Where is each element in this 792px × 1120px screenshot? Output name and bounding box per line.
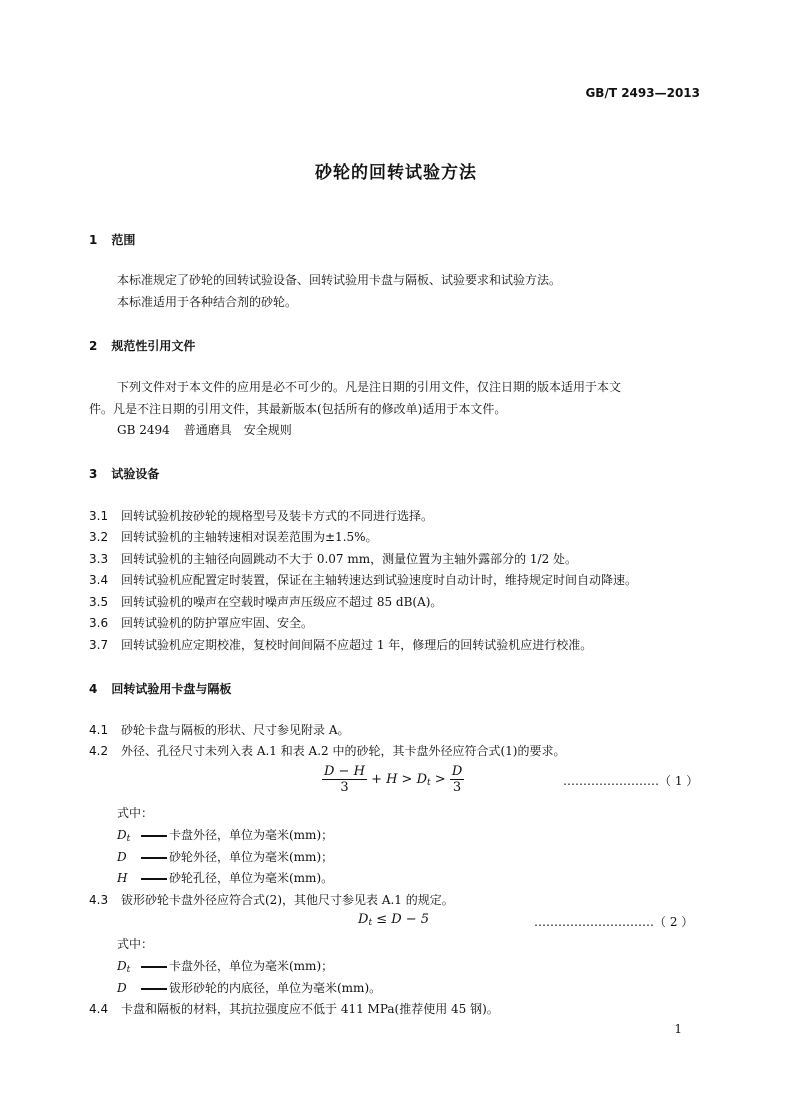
clause-text: 回转试验机的主轴径向圆跳动不大于 0.07 mm，测量位置为主轴外露部分的 1/2 处。 bbox=[121, 552, 578, 566]
clause-3-7 bbox=[89, 636, 592, 653]
section-number: 4 bbox=[89, 682, 98, 696]
clause-text: 回转试验机的防护罩应牢固、安全。 bbox=[121, 616, 314, 630]
clause-number: 3.1 bbox=[89, 509, 109, 523]
symbol-definition: $D_t$ 卡盘外径，单位为毫米(mm)； bbox=[117, 959, 334, 975]
clause-text: 砂轮卡盘与隔板的形状、尺寸参见附录 A。 bbox=[121, 723, 350, 737]
clause-text: 回转试验机应配置定时装置，保证在主轴转速达到试验速度时自动计时，维持规定时间自动降速。 bbox=[121, 573, 638, 587]
symbol-definition: D 砂轮外径，单位为毫米(mm)； bbox=[117, 850, 334, 864]
symbol-definition: $D_t$ 卡盘外径，单位为毫米(mm)； bbox=[117, 828, 334, 844]
where-label: 式中： bbox=[117, 937, 154, 951]
section-title: 试验设备 bbox=[111, 467, 160, 481]
fraction: $\frac{D - H}{3}$ bbox=[324, 764, 365, 795]
clause-4-2 bbox=[89, 742, 566, 759]
clause-3-1 bbox=[89, 507, 433, 524]
clause-number: 3.6 bbox=[89, 616, 109, 630]
clause-text: 卡盘和隔板的材料，其抗拉强度应不低于 411 MPa(推荐使用 45 钢)。 bbox=[121, 1002, 499, 1016]
section-number: 2 bbox=[89, 339, 98, 353]
reference-title: 普通磨具 安全规则 bbox=[183, 423, 292, 437]
clause-number: 3.3 bbox=[89, 552, 109, 566]
section-title: 回转试验用卡盘与隔板 bbox=[111, 682, 232, 696]
section-2-heading bbox=[89, 337, 195, 354]
formula-label: …………………………（ 2 ） bbox=[534, 915, 694, 929]
formula-2: $D_t \le D - 5$ bbox=[358, 912, 430, 928]
clause-text: 钹形砂轮卡盘外径应符合式(2)，其他尺寸参见表 A.1 的规定。 bbox=[121, 893, 454, 907]
clause-4-1 bbox=[89, 721, 349, 738]
clause-number: 4.1 bbox=[89, 723, 109, 737]
paragraph: 本标准适用于各种结合剂的砂轮。 bbox=[117, 295, 298, 309]
clause-number: 3.7 bbox=[89, 638, 109, 652]
clause-number: 4.3 bbox=[89, 893, 109, 907]
clause-4-3 bbox=[89, 891, 454, 908]
section-number: 3 bbox=[89, 467, 98, 481]
clause-text: 回转试验机按砂轮的规格型号及装卡方式的不同进行选择。 bbox=[121, 509, 434, 523]
section-number: 1 bbox=[89, 233, 98, 247]
clause-3-3 bbox=[89, 550, 577, 567]
clause-number: 4.2 bbox=[89, 744, 109, 758]
clause-4-4 bbox=[89, 1000, 499, 1017]
clause-3-5 bbox=[89, 593, 442, 610]
fraction: $\frac{D}{3}$ bbox=[451, 764, 463, 795]
clause-text: 回转试验机的噪声在空载时噪声声压级应不超过 85 dB(A)。 bbox=[121, 595, 443, 609]
symbol-definition: H 砂轮孔径，单位为毫米(mm)。 bbox=[117, 871, 334, 885]
normative-reference bbox=[117, 421, 292, 438]
section-3-heading bbox=[89, 465, 159, 482]
clause-number: 4.4 bbox=[89, 1002, 109, 1016]
section-title: 规范性引用文件 bbox=[111, 339, 196, 353]
clause-text: 外径、孔径尺寸未列入表 A.1 和表 A.2 中的砂轮，其卡盘外径应符合式(1)的要求。 bbox=[121, 744, 566, 758]
page-number: 1 bbox=[674, 1022, 682, 1036]
section-4-heading bbox=[89, 680, 231, 697]
clause-number: 3.5 bbox=[89, 595, 109, 609]
page-title: 砂轮的回转试验方法 bbox=[315, 163, 477, 183]
formula-label: ……………………（ 1 ） bbox=[563, 774, 699, 788]
clause-number: 3.4 bbox=[89, 573, 109, 587]
reference-code: GB 2494 bbox=[117, 423, 170, 437]
clause-text: 回转试验机应定期校准，复校时间间隔不应超过 1 年，修理后的回转试验机应进行校准。 bbox=[121, 638, 593, 652]
paragraph: 件。凡是不注日期的引用文件，其最新版本(包括所有的修改单)适用于本文件。 bbox=[89, 402, 507, 416]
clause-text: 回转试验机的主轴转速相对误差范围为±1.5%。 bbox=[121, 530, 378, 544]
clause-3-6 bbox=[89, 614, 313, 631]
clause-3-4 bbox=[89, 571, 637, 588]
paragraph: 下列文件对于本文件的应用是必不可少的。凡是注日期的引用文件，仅注日期的版本适用于本文 bbox=[117, 380, 622, 394]
formula-1: $\frac{D - H}{3}$ + $H > D_t$ > $\frac{D}{3}$ bbox=[324, 764, 463, 795]
where-label: 式中： bbox=[117, 806, 154, 820]
paragraph: 本标准规定了砂轮的回转试验设备、回转试验用卡盘与隔板、试验要求和试验方法。 bbox=[117, 273, 562, 287]
section-1-heading bbox=[89, 231, 135, 248]
symbol-definition: D 钹形砂轮的内底径，单位为毫米(mm)。 bbox=[117, 981, 382, 995]
section-title: 范围 bbox=[111, 233, 136, 247]
clause-3-2 bbox=[89, 528, 378, 545]
clause-number: 3.2 bbox=[89, 530, 109, 544]
standard-number: GB/T 2493—2013 bbox=[585, 86, 700, 100]
